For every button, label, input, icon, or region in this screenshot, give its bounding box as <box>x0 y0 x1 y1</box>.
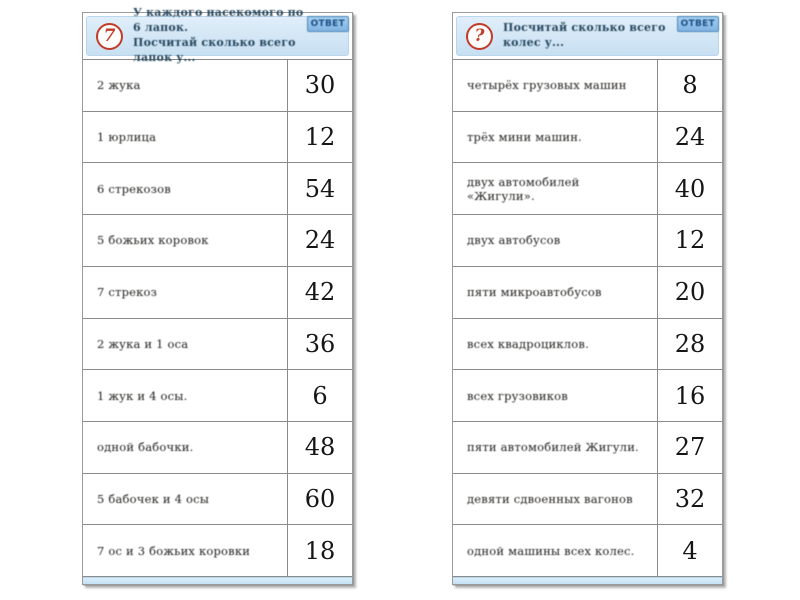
row-label: одной машины всех колес. <box>467 543 635 558</box>
task-question-circle <box>466 23 493 50</box>
row-label: трёх мини машин. <box>467 130 582 145</box>
table-row <box>453 474 722 526</box>
table-row <box>453 422 722 474</box>
row-label: 6 стрекозов <box>97 181 171 196</box>
exercise-table <box>83 59 352 577</box>
row-value: 4 <box>657 525 722 576</box>
row-value: 18 <box>287 525 352 576</box>
row-value: 28 <box>657 319 722 370</box>
row-value: 16 <box>657 370 722 421</box>
footer-strip <box>453 577 722 584</box>
table-row <box>453 319 722 371</box>
table-row <box>83 422 352 474</box>
table-row <box>453 370 722 422</box>
footer-strip <box>83 577 352 584</box>
row-label: всех грузовиков <box>467 388 568 403</box>
row-label: одной бабочки. <box>97 440 194 455</box>
task-instruction-line1: Посчитай сколько всего колес у... <box>503 21 666 49</box>
row-value: 12 <box>657 215 722 266</box>
row-label: 1 жук и 4 осы. <box>97 388 188 403</box>
row-value: 6 <box>287 370 352 421</box>
worksheet-card-right <box>452 12 723 585</box>
table-row <box>453 525 722 577</box>
table-row <box>453 163 722 215</box>
row-value: 42 <box>287 267 352 318</box>
table-row <box>83 215 352 267</box>
row-value: 8 <box>657 60 722 111</box>
row-label: 2 жука и 1 оса <box>97 336 189 351</box>
table-row <box>83 60 352 112</box>
row-label: 5 бабочек и 4 осы <box>97 491 210 506</box>
row-label: 7 ос и 3 божьих коровки <box>97 543 251 558</box>
task-number: 7 <box>103 25 116 46</box>
task-instruction <box>133 6 304 65</box>
row-label: пяти автомобилей Жигули. <box>467 440 639 455</box>
table-row <box>83 525 352 577</box>
row-label: девяти сдвоенных вагонов <box>467 491 633 506</box>
row-value: 24 <box>657 112 722 163</box>
card-header <box>86 6 349 64</box>
row-label: 2 жука <box>97 78 141 93</box>
table-row <box>83 267 352 319</box>
row-value: 60 <box>287 474 352 525</box>
task-number-circle <box>96 23 123 50</box>
table-row <box>83 319 352 371</box>
row-value: 32 <box>657 474 722 525</box>
exercise-table <box>453 59 722 577</box>
row-value: 24 <box>287 215 352 266</box>
table-row <box>453 267 722 319</box>
row-value: 48 <box>287 422 352 473</box>
task-instruction <box>503 21 674 51</box>
row-value: 40 <box>657 163 722 214</box>
row-value: 27 <box>657 422 722 473</box>
row-value: 54 <box>287 163 352 214</box>
row-label: двух автомобилей «Жигули». <box>467 174 580 203</box>
row-label: 5 божьих коровок <box>97 233 209 248</box>
table-row <box>83 474 352 526</box>
row-label: 7 стрекоз <box>97 285 158 300</box>
task-instruction-line1: У каждого насекомого по 6 лапок. <box>133 6 304 35</box>
table-row <box>453 60 722 112</box>
card-header <box>456 16 719 56</box>
row-value: 20 <box>657 267 722 318</box>
row-label: четырёх грузовых машин <box>467 78 627 93</box>
table-row <box>453 215 722 267</box>
row-value: 36 <box>287 319 352 370</box>
answer-badge[interactable]: ОТВЕТ <box>677 16 719 32</box>
table-row <box>83 112 352 164</box>
row-value: 30 <box>287 60 352 111</box>
answer-badge[interactable]: ОТВЕТ <box>307 16 349 32</box>
task-instruction-line2: Посчитай сколько всего лапок у... <box>133 36 296 64</box>
row-label: всех квадроциклов. <box>467 336 589 351</box>
row-label: пяти микроавтобусов <box>467 285 602 300</box>
row-value: 12 <box>287 112 352 163</box>
table-row <box>83 163 352 215</box>
task-question-mark: ? <box>474 25 485 46</box>
worksheet-card-left <box>82 6 353 585</box>
table-row <box>83 370 352 422</box>
row-label: двух автобусов <box>467 233 561 248</box>
row-label: 1 юрлица <box>97 130 157 145</box>
table-row <box>453 112 722 164</box>
